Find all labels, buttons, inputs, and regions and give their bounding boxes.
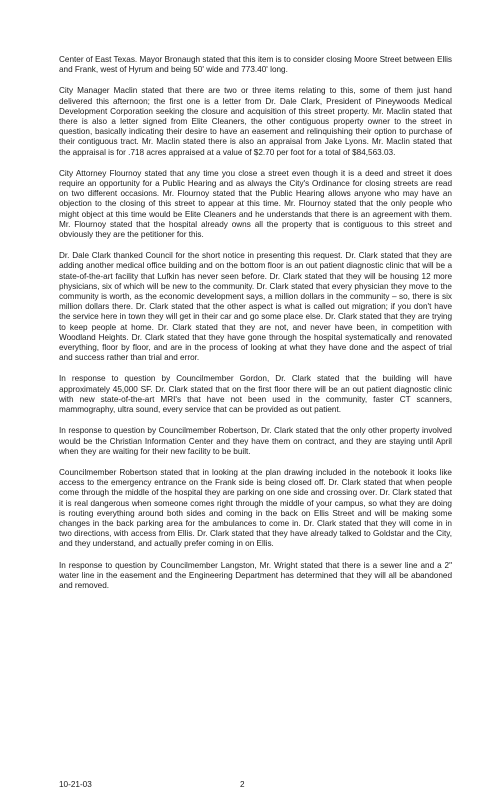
paragraph-4: Dr. Dale Clark thanked Council for the short notice in presenting this request. Dr. Clark stated that they are adding another medical office building and on the bottom floor is an out patient diagnostic clinic that will be a state-of-the-art facility that Lufkin has never seen before. Dr. Clark stated that they will be housing 12 more physicians, six of which will be new to the community. Dr. Clark stated that every physician they move to the community is worth, as the economic development says, a million dollars in the community – so, there is six million dollars there. Dr. Clark stated that the other aspect is what is called out migration; if you don't have the service here in town they will get in their car and go some place else. Dr. Clark stated that they are trying to keep people at home. Dr. Clark stated that they are not, and never have been, in competition with Woodland Heights. Dr. Clark stated that they have gone through the hospital systematically and renovated everything, floor by floor, and are in the process of looking at what they have done and the aspect of trial and success rather than trial and error. [59,251,452,363]
paragraph-1: Center of East Texas. Mayor Bronaugh stated that this item is to consider closing Moore Street between Ellis and Frank, west of Hyrum and being 50' wide and 773.40' long. [59,55,452,75]
paragraph-3: City Attorney Flournoy stated that any time you close a street even though it is a deed and street it does require an opportunity for a Public Hearing and as always the City's Ordinance for closing streets are read on two different occasions. Mr. Flournoy stated that the Public Hearing allows anyone who may have an objection to the closing of this street to appear at this time. Mr. Flournoy stated that the only people who might object at this time would be Elite Cleaners and he understands that there is an agreement with them. Mr. Flournoy stated that the hospital already owns all the property that is contiguous to this street and obviously they are the petitioner for this. [59,168,452,240]
footer-date: 10-21-03 [59,780,92,789]
paragraph-2: City Manager Maclin stated that there are two or three items relating to this, some of them just hand delivered this afternoon; the first one is a letter from Dr. Dale Clark, President of Pineywoods Medical Development Corporation seeking the closure and acquisition of this street property. Mr. Maclin stated that there is also a letter signed from Elite Cleaners, the other contiguous property owner to the street in question, basically indicating their desire to have an easement and relinquishing their option to purchase of their contiguous tract. Mr. Maclin stated there is also an appraisal from Jake Lyons. Mr. Maclin stated that the appraisal is for .718 acres appraised at a value of $2.70 per foot for a total of $84,563.03. [59,86,452,157]
paragraph-6: In response to question by Councilmember Robertson, Dr. Clark stated that the only other property involved would be the Christian Information Center and they have them on contract, and they are staying until April when they are waiting for their new facility to be built. [59,426,452,456]
paragraph-5: In response to question by Councilmember Gordon, Dr. Clark stated that the building will have approximately 45,000 SF. Dr. Clark stated that on the first floor there will be an out patient diagnostic clinic with new state-of-the-art MRI's that have not been used in the community, faster CT scanners, mammography, ultra sound, every service that can be provided as out patient. [59,374,452,415]
paragraph-7: Councilmember Robertson stated that in looking at the plan drawing included in the notebook it looks like access to the emergency entrance on the Frank side is being closed off. Dr. Clark stated that when people come through the middle of the hospital they are parking on one side and crossing over. Dr. Clark stated that it is real dangerous when someone comes right through the middle of your campus, so what they are doing is routing everything around both sides and coming in the back on Ellis Street and will be making some changes in the back parking area for the ambulances to come in. Dr. Clark stated that they will come in in two directions, with access from Ellis. Dr. Clark stated that they have already talked to Goldstar and the City, and they understand, and actually prefer coming in on Ellis. [59,467,452,549]
page-number: 2 [240,780,245,789]
paragraph-8: In response to question by Councilmember Langston, Mr. Wright stated that there is a sewer line and a 2" water line in the easement and the Engineering Department has determined that they will all be abandoned and removed. [59,560,452,590]
